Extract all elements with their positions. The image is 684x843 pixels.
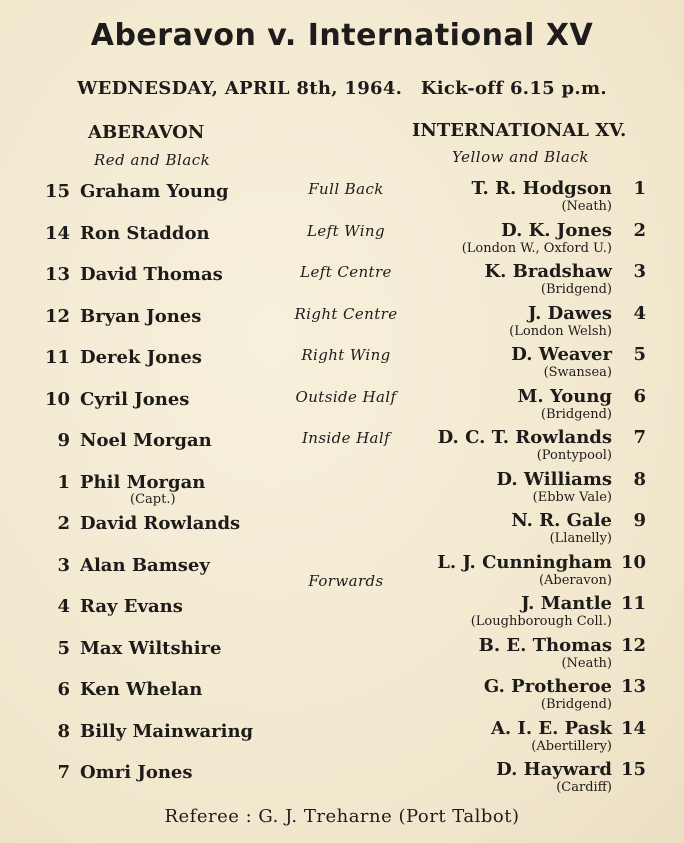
away-player-name: L. J. Cunningham bbox=[437, 552, 612, 573]
away-shirt-number: 13 bbox=[620, 676, 646, 697]
away-player-name: D. Weaver bbox=[511, 344, 612, 365]
away-shirt-number: 12 bbox=[620, 635, 646, 656]
home-player-name: Max Wiltshire bbox=[80, 638, 222, 659]
position-label: Full Back bbox=[308, 180, 384, 198]
away-shirt-number: 6 bbox=[633, 386, 646, 407]
away-player-club: (Ebbw Vale) bbox=[532, 490, 612, 505]
away-shirt-number: 2 bbox=[633, 220, 646, 241]
home-player-name: Omri Jones bbox=[80, 762, 193, 783]
home-player-name: Ron Staddon bbox=[80, 223, 210, 244]
team-sheet-row bbox=[0, 429, 684, 469]
away-player-club: (Pontypool) bbox=[536, 448, 612, 463]
away-player-club: (Aberavon) bbox=[538, 573, 612, 588]
position-label: Right Wing bbox=[301, 346, 391, 364]
home-shirt-number: 15 bbox=[44, 181, 70, 202]
captain-note: (Capt.) bbox=[130, 492, 176, 507]
forwards-label: Forwards bbox=[308, 572, 384, 590]
away-player-club: (London Welsh) bbox=[509, 324, 612, 339]
home-shirt-number: 14 bbox=[44, 223, 70, 244]
home-player-name: David Rowlands bbox=[80, 513, 241, 534]
away-shirt-number: 8 bbox=[633, 469, 646, 490]
away-shirt-number: 3 bbox=[633, 261, 646, 282]
away-player-club: (London W., Oxford U.) bbox=[461, 241, 612, 256]
away-player-name: B. E. Thomas bbox=[478, 635, 612, 656]
away-player-club: (Cardiff) bbox=[556, 780, 612, 795]
referee-line: Referee : G. J. Treharne (Port Talbot) bbox=[164, 806, 520, 827]
away-player-name: G. Protheroe bbox=[483, 676, 612, 697]
away-player-club: (Neath) bbox=[561, 199, 612, 214]
away-shirt-number: 5 bbox=[633, 344, 646, 365]
home-player-name: Billy Mainwaring bbox=[80, 721, 254, 742]
home-shirt-number: 9 bbox=[57, 430, 70, 451]
away-team-name: INTERNATIONAL XV. bbox=[412, 120, 627, 141]
away-player-name: D. K. Jones bbox=[501, 220, 612, 241]
home-shirt-number: 13 bbox=[44, 264, 70, 285]
home-player-name: Derek Jones bbox=[80, 347, 202, 368]
home-shirt-number: 3 bbox=[57, 555, 70, 576]
home-shirt-number: 12 bbox=[44, 306, 70, 327]
away-team-colours: Yellow and Black bbox=[452, 148, 589, 166]
team-sheet-row bbox=[0, 471, 684, 511]
home-player-name: Noel Morgan bbox=[80, 430, 212, 451]
away-shirt-number: 14 bbox=[620, 718, 646, 739]
away-player-club: (Bridgend) bbox=[540, 282, 612, 297]
home-team-colours: Red and Black bbox=[94, 151, 211, 169]
position-label: Left Wing bbox=[307, 222, 385, 240]
away-player-name: D. C. T. Rowlands bbox=[437, 427, 612, 448]
away-shirt-number: 15 bbox=[620, 759, 646, 780]
team-sheet-row bbox=[0, 222, 684, 262]
position-label: Inside Half bbox=[301, 429, 391, 447]
away-player-name: D. Hayward bbox=[496, 759, 612, 780]
team-sheet-row bbox=[0, 263, 684, 303]
home-shirt-number: 5 bbox=[57, 638, 70, 659]
away-player-name: J. Dawes bbox=[527, 303, 612, 324]
home-team-name: ABERAVON bbox=[88, 122, 205, 143]
home-shirt-number: 1 bbox=[57, 472, 70, 493]
away-shirt-number: 1 bbox=[633, 178, 646, 199]
team-sheet-row bbox=[0, 595, 684, 635]
away-player-club: (Swansea) bbox=[543, 365, 612, 380]
team-sheet-row bbox=[0, 678, 684, 718]
home-shirt-number: 2 bbox=[57, 513, 70, 534]
team-sheet-row bbox=[0, 512, 684, 552]
team-sheet-row bbox=[0, 346, 684, 386]
home-player-name: David Thomas bbox=[80, 264, 223, 285]
position-label: Right Centre bbox=[294, 305, 398, 323]
home-shirt-number: 11 bbox=[44, 347, 70, 368]
away-player-club: (Neath) bbox=[561, 656, 612, 671]
home-player-name: Ray Evans bbox=[80, 596, 183, 617]
team-sheet-row bbox=[0, 720, 684, 760]
match-title: Aberavon v. International XV bbox=[90, 18, 594, 53]
home-player-name: Ken Whelan bbox=[80, 679, 203, 700]
away-player-club: (Bridgend) bbox=[540, 697, 612, 712]
away-shirt-number: 11 bbox=[620, 593, 646, 614]
match-date: WEDNESDAY, APRIL 8th, 1964. bbox=[77, 78, 403, 99]
home-player-name: Phil Morgan bbox=[80, 472, 206, 493]
home-shirt-number: 6 bbox=[57, 679, 70, 700]
away-player-name: D. Williams bbox=[496, 469, 612, 490]
home-shirt-number: 7 bbox=[57, 762, 70, 783]
home-player-name: Bryan Jones bbox=[80, 306, 202, 327]
home-shirt-number: 8 bbox=[57, 721, 70, 742]
away-player-name: T. R. Hodgson bbox=[471, 178, 612, 199]
away-player-name: M. Young bbox=[517, 386, 612, 407]
team-sheet-row bbox=[0, 388, 684, 428]
away-player-club: (Abertillery) bbox=[531, 739, 612, 754]
home-shirt-number: 4 bbox=[57, 596, 70, 617]
position-label: Left Centre bbox=[300, 263, 392, 281]
away-shirt-number: 7 bbox=[633, 427, 646, 448]
home-player-name: Graham Young bbox=[80, 181, 229, 202]
team-sheet-row bbox=[0, 637, 684, 677]
away-shirt-number: 10 bbox=[620, 552, 646, 573]
away-player-club: (Bridgend) bbox=[540, 407, 612, 422]
team-sheet-row bbox=[0, 180, 684, 220]
home-shirt-number: 10 bbox=[44, 389, 70, 410]
position-label: Outside Half bbox=[295, 388, 397, 406]
away-player-club: (Llanelly) bbox=[549, 531, 612, 546]
away-shirt-number: 4 bbox=[633, 303, 646, 324]
team-sheet-row bbox=[0, 761, 684, 801]
home-player-name: Cyril Jones bbox=[80, 389, 190, 410]
away-player-club: (Loughborough Coll.) bbox=[470, 614, 612, 629]
home-player-name: Alan Bamsey bbox=[80, 555, 210, 576]
away-player-name: N. R. Gale bbox=[511, 510, 612, 531]
match-date-line bbox=[0, 78, 684, 99]
away-player-name: K. Bradshaw bbox=[484, 261, 612, 282]
kickoff-time: Kick-off 6.15 p.m. bbox=[420, 78, 607, 99]
away-player-name: A. I. E. Pask bbox=[490, 718, 612, 739]
away-player-name: J. Mantle bbox=[521, 593, 612, 614]
team-sheet-row bbox=[0, 305, 684, 345]
away-shirt-number: 9 bbox=[633, 510, 646, 531]
